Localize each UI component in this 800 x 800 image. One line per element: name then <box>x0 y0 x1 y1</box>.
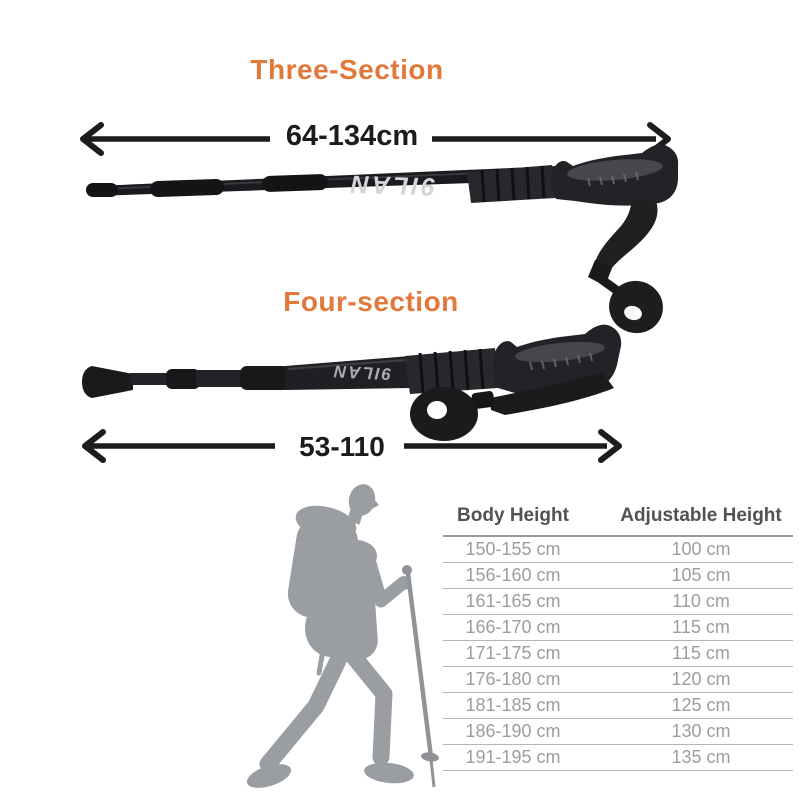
brand-print: 9ILAN <box>347 169 436 201</box>
table-row <box>443 745 793 771</box>
hiker-front-shoe <box>363 760 415 785</box>
header-body-height: Body Height <box>443 505 583 536</box>
body-height-cell: 171-175 cm <box>443 641 583 667</box>
body-height-cell: 181-185 cm <box>443 693 583 719</box>
table-row <box>443 693 793 719</box>
body-height-cell: 186-190 cm <box>443 719 583 745</box>
pole-handle <box>551 144 678 205</box>
adjustable-height-cell: 110 cm <box>583 589 793 615</box>
table-header-row <box>443 505 793 536</box>
size-chart-table <box>443 505 793 771</box>
length-range-four-section: 53-110 <box>299 431 385 462</box>
body-height-cell: 166-170 cm <box>443 615 583 641</box>
table-row <box>443 719 793 745</box>
adjustable-height-cell: 130 cm <box>583 719 793 745</box>
brand-print: 9ILAN <box>331 361 392 384</box>
hiker-back-leg <box>268 648 344 764</box>
table-row <box>443 641 793 667</box>
body-height-cell: 156-160 cm <box>443 563 583 589</box>
table-row <box>443 667 793 693</box>
adjustable-height-cell: 135 cm <box>583 745 793 771</box>
hiker-silhouette <box>244 481 440 792</box>
section-title-four-section: Four-section <box>283 286 459 317</box>
adjustable-height-cell: 120 cm <box>583 667 793 693</box>
body-height-cell: 161-165 cm <box>443 589 583 615</box>
table-row <box>443 536 793 563</box>
header-adjustable-height: Adjustable Height <box>583 505 793 536</box>
wrist-strap <box>588 198 669 339</box>
table-row <box>443 589 793 615</box>
body-height-cell: 191-195 cm <box>443 745 583 771</box>
adjustable-height-cell: 100 cm <box>583 536 793 563</box>
length-range-three-section: 64-134cm <box>285 120 419 152</box>
trekking-pole-four-section <box>82 325 621 441</box>
pole-tip-cap <box>82 366 133 398</box>
section-title-three-section: Three-Section <box>250 54 444 85</box>
table-row <box>443 615 793 641</box>
hiker-pole <box>402 565 440 787</box>
pole-tip-cap <box>86 183 118 197</box>
adjustable-height-cell: 115 cm <box>583 615 793 641</box>
adjustable-height-cell: 125 cm <box>583 693 793 719</box>
adjustable-height-cell: 115 cm <box>583 641 793 667</box>
table-row <box>443 563 793 589</box>
hiker-arm <box>367 553 403 601</box>
body-height-cell: 150-155 cm <box>443 536 583 563</box>
hiker-front-leg <box>350 652 384 757</box>
adjustable-height-cell: 105 cm <box>583 563 793 589</box>
body-height-cell: 176-180 cm <box>443 667 583 693</box>
